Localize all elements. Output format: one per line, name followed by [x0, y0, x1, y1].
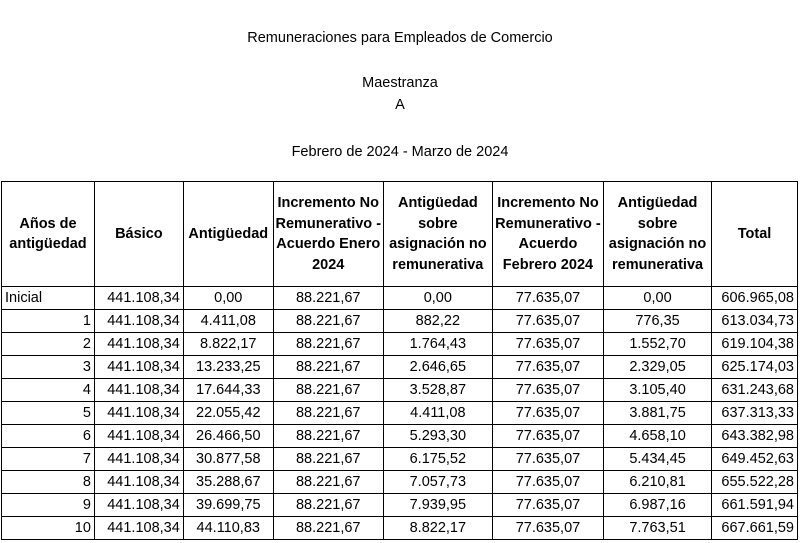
- antig-asig-febrero-cell: 3.105,40: [604, 379, 712, 402]
- incremento-enero-cell: 88.221,67: [273, 310, 383, 333]
- antig-asig-febrero-cell: 1.552,70: [604, 333, 712, 356]
- incremento-enero-cell: 88.221,67: [273, 356, 383, 379]
- total-cell: 637.313,33: [712, 402, 798, 425]
- table-row: [2, 471, 798, 494]
- antig-asig-enero-cell: 4.411,08: [383, 402, 492, 425]
- antiguedad-cell: 13.233,25: [183, 356, 273, 379]
- antig-asig-febrero-cell: 0,00: [604, 287, 712, 310]
- incremento-febrero-cell: 77.635,07: [492, 448, 603, 471]
- incremento-febrero-cell: 77.635,07: [492, 379, 603, 402]
- antig-asig-febrero-cell: 2.329,05: [604, 356, 712, 379]
- total-cell: 655.522,28: [712, 471, 798, 494]
- antig-asig-febrero-cell: 5.434,45: [604, 448, 712, 471]
- incremento-enero-cell: 88.221,67: [273, 425, 383, 448]
- basico-cell: 441.108,34: [94, 379, 183, 402]
- basico-cell: 441.108,34: [94, 402, 183, 425]
- antig-asig-enero-cell: 3.528,87: [383, 379, 492, 402]
- total-cell: 649.452,63: [712, 448, 798, 471]
- col-header-incremento-febrero: Incremento No Remunerativo - Acuerdo Febrero 2024: [492, 182, 603, 287]
- years-cell: 6: [2, 425, 95, 448]
- incremento-enero-cell: 88.221,67: [273, 379, 383, 402]
- antig-asig-enero-cell: 6.175,52: [383, 448, 492, 471]
- incremento-febrero-cell: 77.635,07: [492, 471, 603, 494]
- col-header-total: Total: [712, 182, 798, 287]
- antig-asig-enero-cell: 8.822,17: [383, 517, 492, 540]
- col-header-incremento-enero: Incremento No Remunerativo - Acuerdo Enero 2024: [273, 182, 383, 287]
- antig-asig-enero-cell: 7.057,73: [383, 471, 492, 494]
- incremento-enero-cell: 88.221,67: [273, 471, 383, 494]
- table-row: [2, 310, 798, 333]
- incremento-enero-cell: 88.221,67: [273, 517, 383, 540]
- incremento-enero-cell: 88.221,67: [273, 402, 383, 425]
- table-row: [2, 448, 798, 471]
- antiguedad-cell: 44.110,83: [183, 517, 273, 540]
- incremento-enero-cell: 88.221,67: [273, 333, 383, 356]
- years-cell: 9: [2, 494, 95, 517]
- incremento-enero-cell: 88.221,67: [273, 287, 383, 310]
- years-cell: 1: [2, 310, 95, 333]
- col-header-basico: Básico: [94, 182, 183, 287]
- col-header-antiguedad-years: Años de antigüedad: [2, 182, 95, 287]
- basico-cell: 441.108,34: [94, 287, 183, 310]
- antiguedad-cell: 35.288,67: [183, 471, 273, 494]
- total-cell: 667.661,59: [712, 517, 798, 540]
- antiguedad-cell: 39.699,75: [183, 494, 273, 517]
- basico-cell: 441.108,34: [94, 448, 183, 471]
- total-cell: 643.382,98: [712, 425, 798, 448]
- incremento-febrero-cell: 77.635,07: [492, 494, 603, 517]
- years-cell: 8: [2, 471, 95, 494]
- category-label: Maestranza: [362, 75, 438, 91]
- antig-asig-febrero-cell: 776,35: [604, 310, 712, 333]
- basico-cell: 441.108,34: [94, 310, 183, 333]
- antig-asig-enero-cell: 5.293,30: [383, 425, 492, 448]
- col-header-antiguedad-asignacion-febrero: Antigüedad sobre asignación no remunerativa: [604, 182, 712, 287]
- years-cell: 3: [2, 356, 95, 379]
- table-header-row: [2, 182, 798, 287]
- incremento-febrero-cell: 77.635,07: [492, 402, 603, 425]
- total-cell: 606.965,08: [712, 287, 798, 310]
- antig-asig-enero-cell: 7.939,95: [383, 494, 492, 517]
- subcategory-label: A: [395, 97, 405, 113]
- antig-asig-enero-cell: 882,22: [383, 310, 492, 333]
- antiguedad-cell: 22.055,42: [183, 402, 273, 425]
- antiguedad-cell: 4.411,08: [183, 310, 273, 333]
- col-header-antiguedad: Antigüedad: [183, 182, 273, 287]
- incremento-febrero-cell: 77.635,07: [492, 356, 603, 379]
- antig-asig-febrero-cell: 6.987,16: [604, 494, 712, 517]
- period-label: Febrero de 2024 - Marzo de 2024: [291, 144, 509, 160]
- total-cell: 631.243,68: [712, 379, 798, 402]
- incremento-febrero-cell: 77.635,07: [492, 517, 603, 540]
- basico-cell: 441.108,34: [94, 471, 183, 494]
- incremento-febrero-cell: 77.635,07: [492, 310, 603, 333]
- incremento-enero-cell: 88.221,67: [273, 494, 383, 517]
- salary-table: [1, 181, 798, 540]
- basico-cell: 441.108,34: [94, 425, 183, 448]
- antiguedad-cell: 17.644,33: [183, 379, 273, 402]
- basico-cell: 441.108,34: [94, 356, 183, 379]
- total-cell: 613.034,73: [712, 310, 798, 333]
- antiguedad-cell: 26.466,50: [183, 425, 273, 448]
- antig-asig-febrero-cell: 3.881,75: [604, 402, 712, 425]
- years-cell: 4: [2, 379, 95, 402]
- table-row: [2, 287, 798, 310]
- table-row: [2, 425, 798, 448]
- basico-cell: 441.108,34: [94, 333, 183, 356]
- years-cell: 5: [2, 402, 95, 425]
- table-row: [2, 517, 798, 540]
- antig-asig-enero-cell: 2.646,65: [383, 356, 492, 379]
- antiguedad-cell: 8.822,17: [183, 333, 273, 356]
- table-row: [2, 402, 798, 425]
- document-title: Remuneraciones para Empleados de Comercio: [247, 30, 553, 46]
- col-header-antiguedad-asignacion-enero: Antigüedad sobre asignación no remunerativa: [383, 182, 492, 287]
- basico-cell: 441.108,34: [94, 517, 183, 540]
- antig-asig-enero-cell: 0,00: [383, 287, 492, 310]
- antig-asig-febrero-cell: 4.658,10: [604, 425, 712, 448]
- basico-cell: 441.108,34: [94, 494, 183, 517]
- incremento-febrero-cell: 77.635,07: [492, 287, 603, 310]
- incremento-febrero-cell: 77.635,07: [492, 333, 603, 356]
- years-cell: Inicial: [2, 287, 95, 310]
- antiguedad-cell: 30.877,58: [183, 448, 273, 471]
- incremento-febrero-cell: 77.635,07: [492, 425, 603, 448]
- incremento-enero-cell: 88.221,67: [273, 448, 383, 471]
- total-cell: 625.174,03: [712, 356, 798, 379]
- table-row: [2, 333, 798, 356]
- antiguedad-cell: 0,00: [183, 287, 273, 310]
- table-row: [2, 494, 798, 517]
- years-cell: 10: [2, 517, 95, 540]
- antig-asig-febrero-cell: 6.210,81: [604, 471, 712, 494]
- antig-asig-febrero-cell: 7.763,51: [604, 517, 712, 540]
- years-cell: 7: [2, 448, 95, 471]
- table-row: [2, 379, 798, 402]
- total-cell: 619.104,38: [712, 333, 798, 356]
- total-cell: 661.591,94: [712, 494, 798, 517]
- years-cell: 2: [2, 333, 95, 356]
- table-row: [2, 356, 798, 379]
- antig-asig-enero-cell: 1.764,43: [383, 333, 492, 356]
